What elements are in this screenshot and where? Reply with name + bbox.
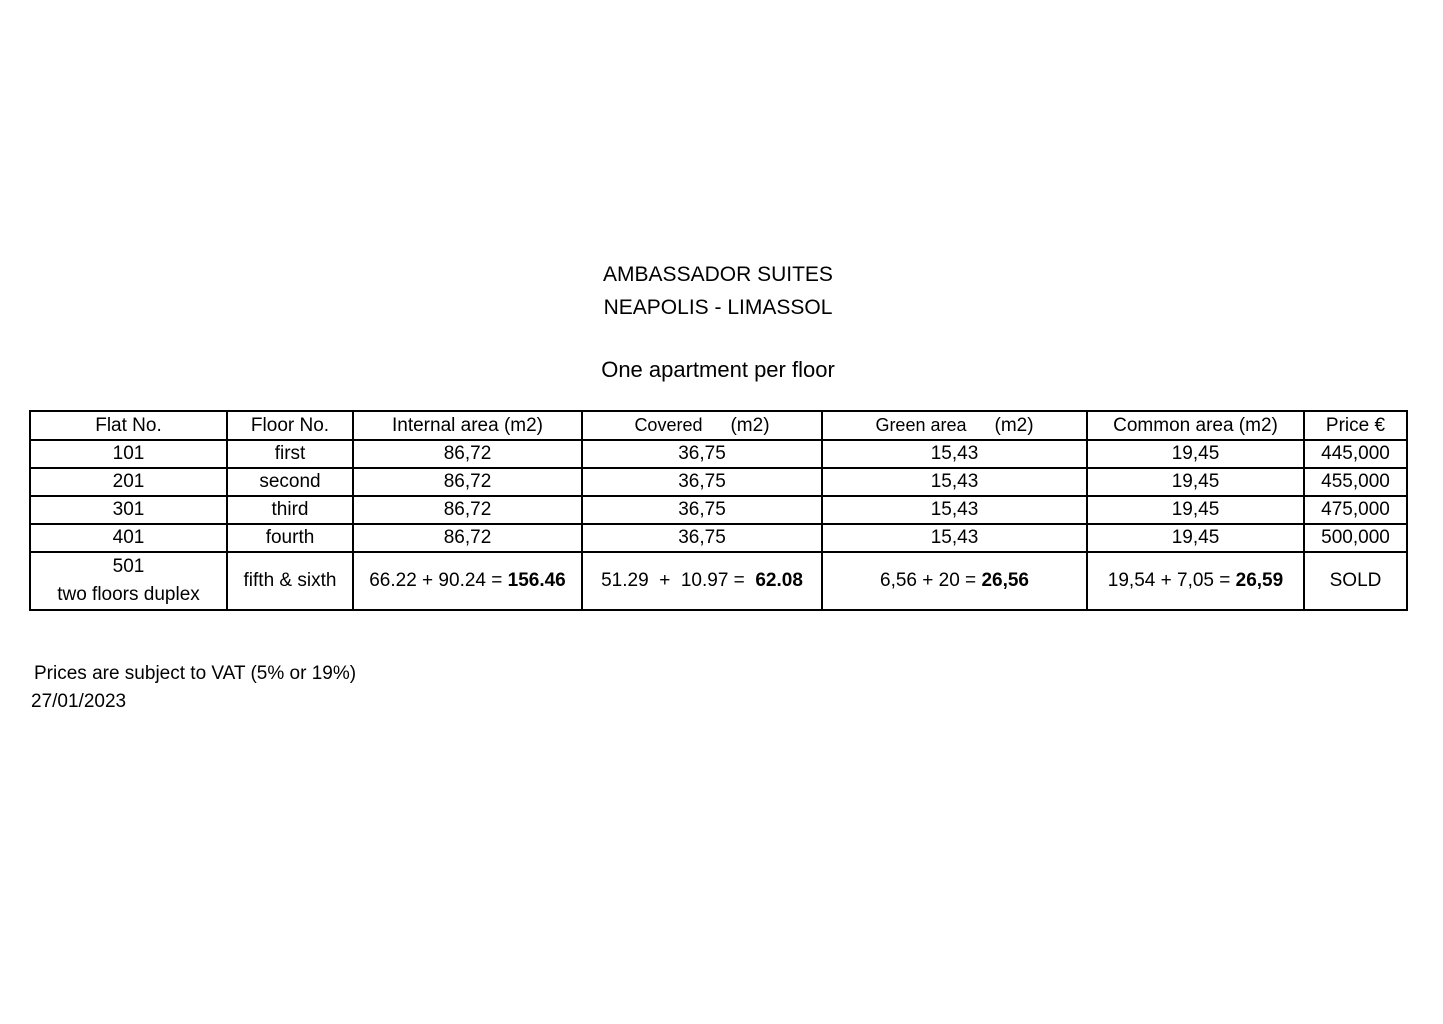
green-area-cell: 15,43 xyxy=(822,524,1087,552)
green-area-total: 26,56 xyxy=(981,570,1029,591)
internal-area-cell: 86,72 xyxy=(353,496,582,524)
notes-block xyxy=(31,660,356,716)
price-cell: 500,000 xyxy=(1304,524,1407,552)
covered-cell: 36,75 xyxy=(582,440,822,468)
green-area-expression: 6,56 + 20 = xyxy=(880,570,982,591)
common-area-cell: 19,45 xyxy=(1087,496,1304,524)
title-line-2: NEAPOLIS - LIMASSOL xyxy=(603,296,833,319)
price-cell: 475,000 xyxy=(1304,496,1407,524)
common-area-total: 26,59 xyxy=(1235,570,1284,591)
table-header-row xyxy=(30,411,1407,440)
floor-no-cell: fifth & sixth xyxy=(227,552,353,610)
table-row xyxy=(30,468,1407,496)
green-area-cell: 15,43 xyxy=(822,440,1087,468)
floor-no-cell: first xyxy=(227,440,353,468)
common-area-cell xyxy=(1087,552,1304,610)
common-area-cell: 19,45 xyxy=(1087,468,1304,496)
covered-label: Covered xyxy=(634,414,703,435)
document-date: 27/01/2023 xyxy=(31,691,127,712)
floor-no-cell: fourth xyxy=(227,524,353,552)
green-area-cell: 15,43 xyxy=(822,468,1087,496)
internal-area-cell: 86,72 xyxy=(353,440,582,468)
internal-area-cell: 86,72 xyxy=(353,468,582,496)
green-area-cell xyxy=(822,552,1087,610)
floor-no-cell: third xyxy=(227,496,353,524)
flat-type: two floors duplex xyxy=(57,584,200,605)
price-cell: 445,000 xyxy=(1304,440,1407,468)
common-area-cell: 19,45 xyxy=(1087,440,1304,468)
flat-no-cell: 401 xyxy=(30,524,227,552)
covered-cell: 36,75 xyxy=(582,524,822,552)
common-area-cell: 19,45 xyxy=(1087,524,1304,552)
table-row-duplex xyxy=(30,552,1407,610)
covered-unit: (m2) xyxy=(730,414,770,436)
internal-area-total: 156.46 xyxy=(507,570,566,591)
column-header-flat-no: Flat No. xyxy=(30,411,227,440)
table-row xyxy=(30,496,1407,524)
flat-no-cell: 201 xyxy=(30,468,227,496)
table-row xyxy=(30,524,1407,552)
apartments-price-table xyxy=(29,410,1408,611)
vat-note: Prices are subject to VAT (5% or 19%) xyxy=(34,663,357,684)
internal-area-cell xyxy=(353,552,582,610)
flat-no-cell: 301 xyxy=(30,496,227,524)
price-cell: SOLD xyxy=(1304,552,1407,610)
column-header-floor-no: Floor No. xyxy=(227,411,353,440)
column-header-common-area: Common area (m2) xyxy=(1087,411,1304,440)
flat-number: 501 xyxy=(112,556,145,577)
price-cell: 455,000 xyxy=(1304,468,1407,496)
document-title xyxy=(0,258,1436,324)
flat-no-cell xyxy=(30,552,227,610)
column-header-covered xyxy=(582,411,822,440)
green-area-unit: (m2) xyxy=(994,414,1034,436)
column-header-green-area xyxy=(822,411,1087,440)
table-row xyxy=(30,440,1407,468)
common-area-expression: 19,54 + 7,05 = xyxy=(1107,570,1236,591)
column-header-internal-area: Internal area (m2) xyxy=(353,411,582,440)
covered-expression: 51.29 + 10.97 = xyxy=(601,570,756,591)
document-subtitle: One apartment per floor xyxy=(601,357,835,382)
floor-no-cell: second xyxy=(227,468,353,496)
internal-area-cell: 86,72 xyxy=(353,524,582,552)
flat-no-cell: 101 xyxy=(30,440,227,468)
green-area-label: Green area xyxy=(875,414,967,435)
column-header-price: Price € xyxy=(1304,411,1407,440)
covered-cell: 36,75 xyxy=(582,468,822,496)
internal-area-expression: 66.22 + 90.24 = xyxy=(369,570,508,591)
covered-total: 62.08 xyxy=(755,570,803,591)
green-area-cell: 15,43 xyxy=(822,496,1087,524)
title-line-1: AMBASSADOR SUITES xyxy=(603,263,833,286)
covered-cell: 36,75 xyxy=(582,496,822,524)
covered-cell xyxy=(582,552,822,610)
